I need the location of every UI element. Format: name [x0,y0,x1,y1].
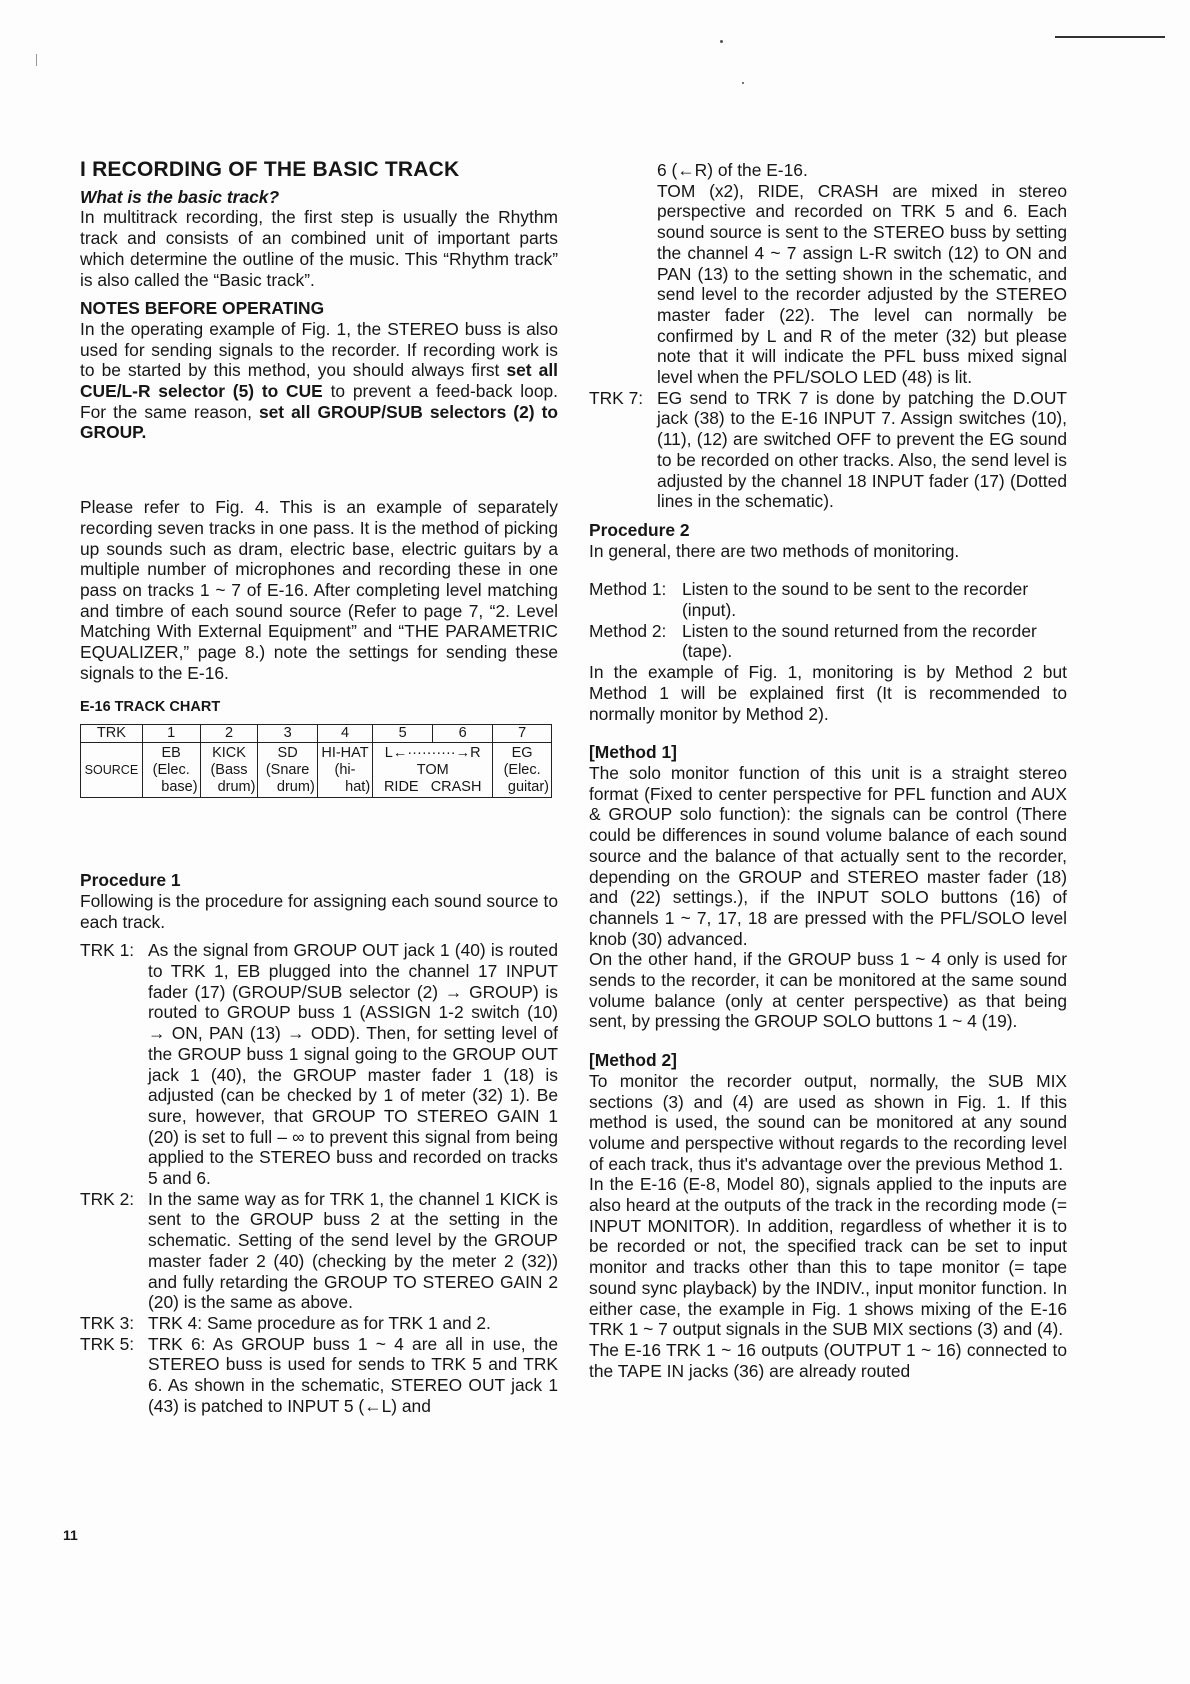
track-chart-source-row [81,743,552,798]
trk5-continued: 6 (←R) of the E-16. TOM (x2), RIDE, CRASH are mixed in stereo perspective and recorded on TRK 5 and 6. Each sound source is sent to the STEREO buss by setting the channel 4 ~ 7 assign L-R switch (12) to ON and PAN (13) to the setting shown in the schematic, and send level to the recorder adjusted by the STEREO master fader (22). The level can normally be confirmed by L and R of the meter (32) but please note that it will indicate the PFL buss mixed signal level when the PFL/SOLO LED (48) is lit. [657,160,1067,388]
section-heading: I RECORDING OF THE BASIC TRACK [80,158,460,181]
method-1-item: Method 1: Listen to the sound to be sent to the recorder (input). [589,579,1029,621]
header-rule [1055,36,1165,38]
track-chart-cell-1: EB (Elec. base) [142,743,200,798]
trk1-item: TRK 1: As the signal from GROUP OUT jack 1 (40) is routed to TRK 1, EB plugged into the channel 17 INPUT fader (17) (GROUP/SUB selector (2) → GROUP) is routed to GROUP buss 1 (ASSIGN 1-2 switch (10) → ON, PAN (13) → ODD). Then, for setting level of the GROUP buss 1 signal going to the GROUP OUT jack 1 (40), the GROUP master fader 1 (18) is adjusted (can be checked by 1 of meter (32) 1). Be sure, however, that GROUP TO STEREO GAIN 1 (20) is set to full – ∞ to prevent this signal from being applied to the STEREO buss and recorded on tracks 5 and 6. [80,940,558,1189]
track-chart-num: 5 [373,725,433,743]
track-chart-cell-7: EG (Elec. guitar) [493,743,552,798]
procedure-2-intro: In general, there are two methods of monitoring. [589,540,960,561]
method-2-item: Method 2: Listen to the sound returned from the recorder (tape). [589,620,1037,662]
track-chart-num: 1 [142,725,200,743]
track-chart-table [80,724,552,798]
right-column [589,160,1067,1381]
method-1-heading: [Method 1] [589,742,677,763]
trk7-item: TRK 7: EG send to TRK 7 is done by patching the D.OUT jack (38) to the E-16 INPUT 7. Assign switches (10), (11), (12) are switched OFF to prevent the EG sound to be recorded on other tracks. Also, the send level is adjusted by the channel 18 INPUT fader (17) (Dotted lines in the schematic). [589,387,1067,512]
track-chart-num: 4 [317,725,372,743]
subheading-basic-track: What is the basic track? [80,186,280,207]
track-chart-cell-4: HI-HAT (hi- hat) [317,743,372,798]
paragraph-method-2b: In the E-16 (E-8, Model 80), signals applied to the inputs are also heard at the outputs of the track in the recording mode (= INPUT MONITOR). In addition, regardless of whether it is to be recorded or not, the specified track can be set to input monitor and tracks other than this to tape monitor (= tape sound sync playback) by the INDIV., input monitor function. In either case, the example in Fig. 1 shows mixing of the E-16 TRK 1 ~ 7 output signals in the SUB MIX sections (3) and (4). [589,1174,1067,1340]
notes-heading: NOTES BEFORE OPERATING [80,298,325,319]
paragraph-method-1a: The solo monitor function of this unit is a straight stereo format (Fixed to center perspective for PFL function and AUX & GROUP solo function): the signals can be control (There could be differences in sound volume balance of each sound source and the balance of that actually sent to the recorder, depending on the GROUP and STEREO master fader (18) and (22) settings.), if the INPUT SOLO buttons (16) of channels 1 ~ 7, 17, 18 are pressed with the PFL/SOLO level knob (30) advanced. [589,762,1067,949]
track-chart-source-label: SOURCE [81,743,143,798]
paragraph-basic-track: In multitrack recording, the first step is usually the Rhythm track and consists of an combined unit of important parts which determine the outline of the music. This “Rhythm track” is also called the “Basic track”. [80,207,558,290]
page-number: 11 [63,1527,78,1543]
track-chart-num: 3 [258,725,317,743]
track-chart-title: E-16 TRACK CHART [80,699,221,716]
track-chart-trk-label: TRK [81,725,143,743]
trk2-item: TRK 2: In the same way as for TRK 1, the channel 1 KICK is sent to the GROUP buss 2 at the setting in the schematic. Setting of the send level by the GROUP master fader 2 (40) (checking by the meter 2 (32)) and fully retarding the GROUP TO STEREO GAIN 2 (20) is the same as above. [80,1188,558,1313]
procedure-2-heading: Procedure 2 [589,519,690,540]
method-2-heading: [Method 2] [589,1050,677,1071]
track-chart-num: 6 [433,725,493,743]
scan-mark [36,54,37,66]
track-chart-num: 2 [200,725,258,743]
trk5-item: TRK 5: TRK 6: As GROUP buss 1 ~ 4 are all in use, the STEREO buss is used for sends to TRK 5 and TRK 6. As shown in the schematic, STEREO OUT jack 1 (43) is patched to INPUT 5 (←L) and [80,1333,558,1416]
paragraph-method-2a: To monitor the recorder output, normally, the SUB MIX sections (3) and (4) are used as shown in Fig. 1. If this method is used, the sound can be monitored at any sound volume and perspective without regards to the recording level of each track, thus it's advantage over the previous Method 1. [589,1070,1067,1174]
paragraph-method-2c: The E-16 TRK 1 ~ 16 outputs (OUTPUT 1 ~ 16) connected to the TAPE IN jacks (36) are already routed [589,1339,1067,1381]
scan-speck [742,82,744,84]
track-chart-cell-2: KICK (Bass drum) [200,743,258,798]
procedure-1-intro: Following is the procedure for assigning each sound source to each track. [80,890,558,932]
paragraph-monitor-example: In the example of Fig. 1, monitoring is by Method 2 but Method 1 will be explained first (It is recommended to normally monitor by Method 2). [589,662,1067,724]
left-column [80,160,558,1416]
track-chart-header-row [81,725,552,743]
paragraph-notes: In the operating example of Fig. 1, the STEREO buss is also used for sending signals to the recorder. If recording work is to be started by this method, you should always first set all CUE/L-R selector (5) to CUE to prevent a feed-back loop. For the same reason, set all GROUP/SUB selectors (2) to GROUP. [80,318,558,443]
track-chart-cell-3: SD (Snare drum) [258,743,317,798]
scan-speck [720,40,723,43]
procedure-1-heading: Procedure 1 [80,870,181,891]
track-chart-cell-5-6: L←··········→R TOM RIDE CRASH [373,743,493,798]
track-chart-num: 7 [493,725,552,743]
trk3-item: TRK 3: TRK 4: Same procedure as for TRK 1 and 2. [80,1312,491,1333]
paragraph-method-1b: On the other hand, if the GROUP buss 1 ~ 4 only is used for sends to the recorder, it can be monitored at the same sound volume balance (only at center perspective) as that being sent, by pressing the GROUP SOLO buttons 1 ~ 4 (19). [589,949,1067,1032]
paragraph-refer-fig4: Please refer to Fig. 4. This is an example of separately recording seven tracks in one pass. It is the method of picking up sounds such as dram, electric base, electric guitars by a multiple number of microphones and recording these in one pass on tracks 1 ~ 7 of E-16. After completing level matching and timbre of each sound source (Refer to page 7, “2. Level Matching With External Equipment” and “THE PARAMETRIC EQUALIZER,” page 8.) note the settings for sending these signals to the E-16. [80,497,558,683]
